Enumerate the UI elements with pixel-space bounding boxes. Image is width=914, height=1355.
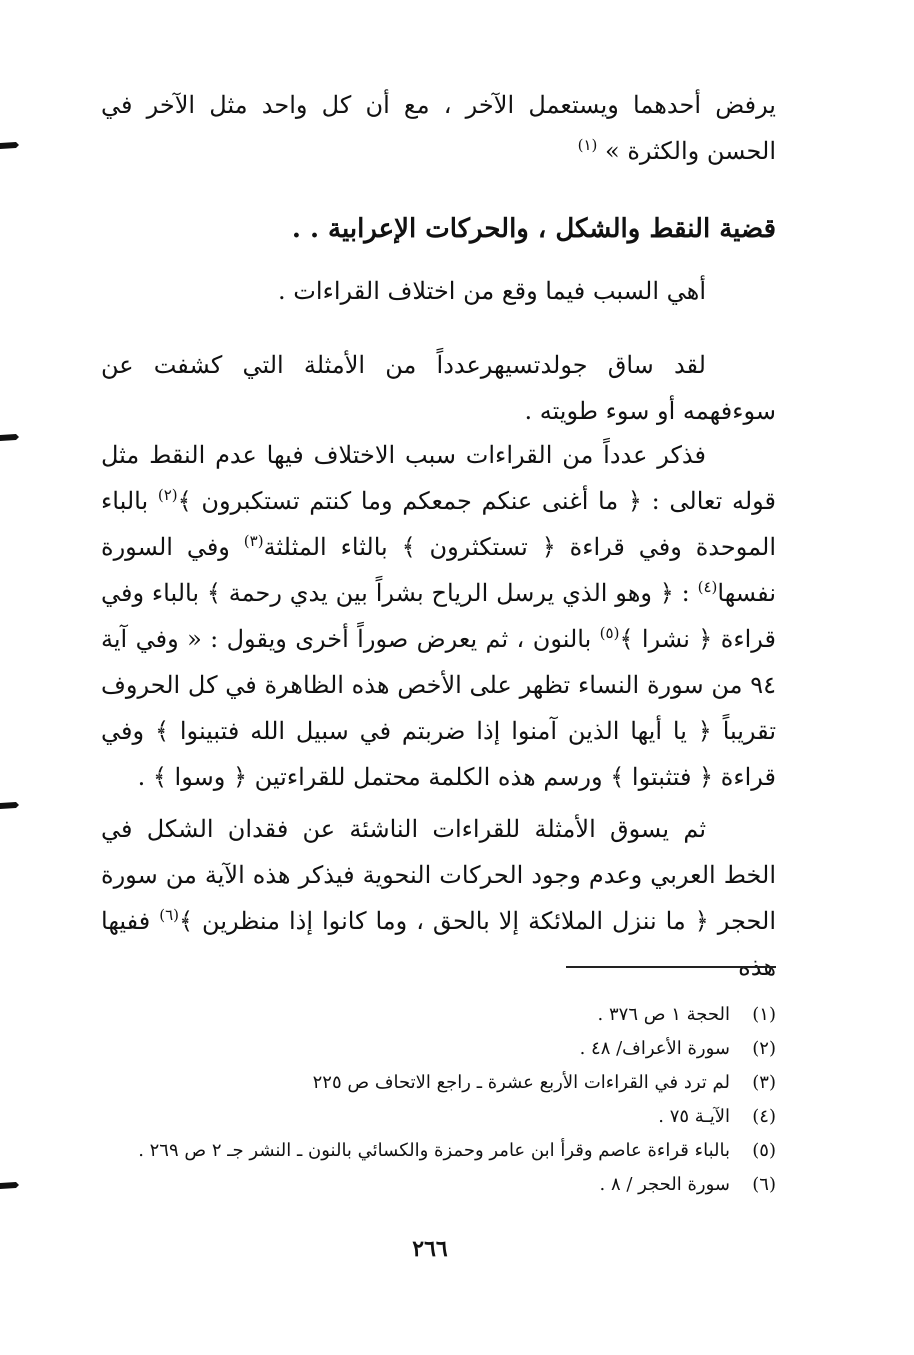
- footnote-text: الآيـة ٧٥ .: [658, 1106, 730, 1127]
- paragraph-2: [101, 342, 776, 434]
- footnote-ref-1[interactable]: (١): [577, 136, 598, 154]
- footnote-text: بالباء قراءة عاصم وقرأ ابن عامر وحمزة والكسائي بالنون ـ النشر جـ ٢ ص ٢٦٩ .: [138, 1140, 730, 1161]
- footnote-text: الحجة ١ ص ٣٧٦ .: [597, 1004, 730, 1025]
- paragraph-3: [101, 432, 776, 800]
- footnote-number: (٥): [752, 1140, 776, 1161]
- paragraph-3-part-c: وفي السورة نفسها: [101, 533, 776, 607]
- paragraph-3-part-e: بالنون ، ثم يعرض صوراً أخرى ويقول : « وفي آية ٩٤ من سورة النساء تظهر على الأخص هذه الظاهرة في كل الحروف تقريباً ﴿ يا أيها الذين آمنوا إذا ضربتم في سبيل الله فتبينوا ﴾ وفي قراءة ﴿ فتثبتوا ﴾ ورسم هذه الكلمة محتمل للقراءتين ﴿ وسوا ﴾ .: [101, 625, 776, 791]
- footnote-item: [76, 1066, 776, 1100]
- footnote-separator: [566, 966, 776, 968]
- paragraph-1-text: يرفض أحدهما ويستعمل الآخر ، مع أن كل واحد مثل الآخر في الحسن والكثرة »: [101, 91, 776, 165]
- footnote-number: (١): [752, 1004, 776, 1025]
- paragraph-1: [101, 82, 776, 174]
- footnote-item: [76, 1100, 776, 1134]
- section-subheading: أهي السبب فيما وقع من اختلاف القراءات .: [278, 277, 706, 305]
- section-heading-block: [101, 206, 776, 252]
- page-number: ٢٦٦: [412, 1236, 448, 1262]
- footnote-item: [76, 998, 776, 1032]
- paragraph-3-part-b: بالباء الموحدة وفي قراءة ﴿ تستكثرون ﴾ بالثاء المثلثة: [101, 487, 776, 561]
- binding-mark: [0, 800, 20, 812]
- footnote-number: (٤): [752, 1106, 776, 1127]
- footnote-item: [76, 1134, 776, 1168]
- binding-mark: [0, 140, 20, 152]
- footnote-number: (٢): [752, 1038, 776, 1059]
- paragraph-3-part-d: : ﴿ وهو الذي يرسل الرياح بشراً بين يدي رحمة ﴾ بالباء وفي قراءة ﴿ نشرا ﴾: [101, 579, 776, 653]
- footnote-item: [76, 1168, 776, 1202]
- footnote-item: [76, 1032, 776, 1066]
- footnote-text: سورة الأعراف/ ٤٨ .: [579, 1038, 730, 1059]
- footnote-ref-3[interactable]: (٣): [243, 532, 264, 550]
- binding-mark: [0, 432, 20, 444]
- section-heading: قضية النقط والشكل ، والحركات الإعرابية . .: [291, 214, 776, 244]
- footnote-text: سورة الحجر / ٨ .: [599, 1174, 730, 1195]
- footnote-ref-4[interactable]: (٤): [697, 578, 718, 596]
- footnote-number: (٣): [752, 1072, 776, 1093]
- footnote-ref-2[interactable]: (٢): [157, 486, 178, 504]
- footnotes-list: [76, 998, 776, 1202]
- paragraph-4-part-a: ثم يسوق الأمثلة للقراءات الناشئة عن فقدان الشكل في الخط العربي وعدم وجود الحركات النحوية فيذكر هذه الآية من سورة الحجر ﴿ ما ننزل الملائكة إلا بالحق ، وما كانوا إذا منظرين ﴾: [101, 815, 777, 935]
- paragraph-3-part-a: فذكر عدداً من القراءات سبب الاختلاف فيها عدم النقط مثل قوله تعالى : ﴿ ما أغنى عنكم جمعكم وما كنتم تستكبرون ﴾: [101, 441, 776, 515]
- paragraph-4: [101, 806, 776, 990]
- binding-mark: [0, 1180, 20, 1192]
- section-subheading-block: [101, 268, 776, 314]
- paragraph-4-part-b: ففيها هذه: [101, 907, 776, 981]
- footnote-ref-5[interactable]: (٥): [599, 624, 620, 642]
- footnote-text: لم ترد في القراءات الأربع عشرة ـ راجع الاتحاف ص ٢٢٥: [312, 1072, 730, 1093]
- paragraph-2-text: لقد ساق جولدتسيهرعدداً من الأمثلة التي كشفت عن سوءفهمه أو سوء طويته .: [101, 351, 776, 425]
- footnote-number: (٦): [752, 1174, 776, 1195]
- footnote-ref-6[interactable]: (٦): [159, 906, 179, 924]
